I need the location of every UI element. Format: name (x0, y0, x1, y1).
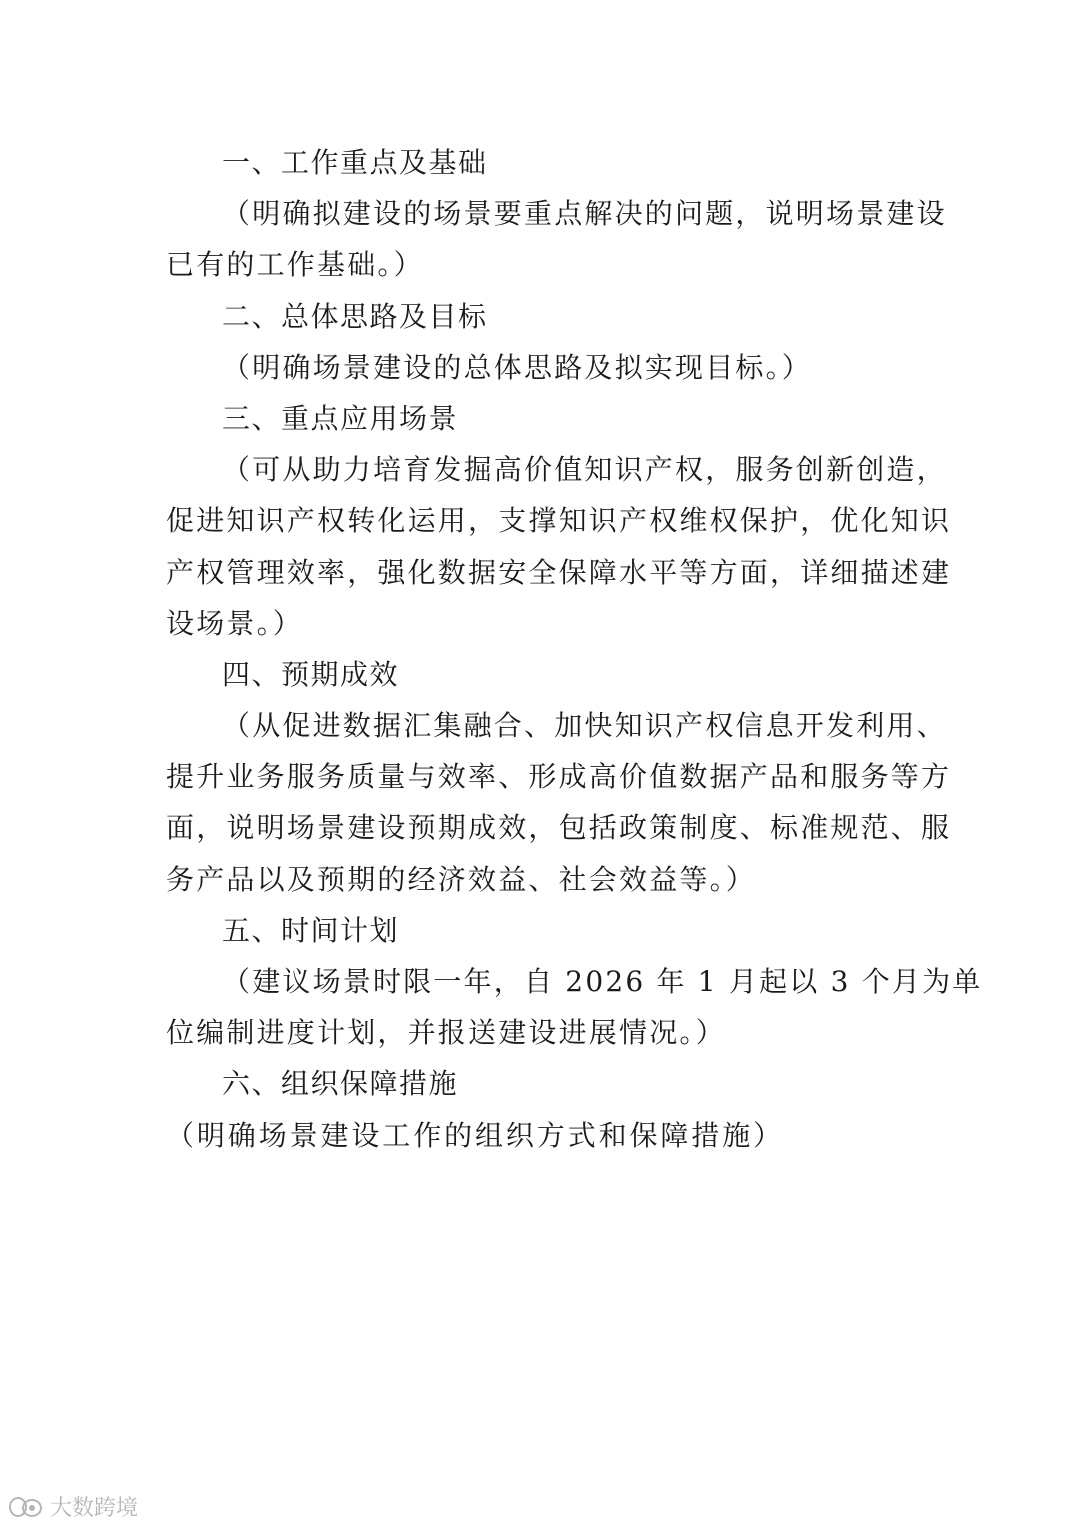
section-heading-1: 一、工作重点及基础 (222, 146, 488, 179)
paragraph-line: 提升业务服务质量与效率、形成高价值数据产品和服务等方 (166, 760, 952, 794)
section-paragraph-1 (166, 188, 947, 290)
section-paragraph-4 (166, 700, 952, 905)
paragraph-line: 务产品以及预期的经济效益、社会效益等。） (166, 862, 757, 896)
paragraph-line: （明确场景建设的总体思路及拟实现目标。） (222, 350, 813, 384)
document-body (166, 137, 983, 1161)
watermark-text: 大数跨境 (50, 1496, 139, 1521)
section-heading-2: 二、总体思路及目标 (222, 299, 488, 333)
paragraph-line: 促进知识产权转化运用，支撑知识产权维权保护，优化知识 (166, 504, 952, 538)
paragraph-line: （明确拟建设的场景要重点解决的问题，说明场景建设 (222, 197, 947, 231)
section-heading-3: 三、重点应用场景 (222, 401, 459, 435)
section-heading-6: 六、组织保障措施 (222, 1067, 459, 1101)
watermark (8, 1491, 138, 1522)
section-heading-4: 四、预期成效 (222, 657, 400, 691)
paragraph-line: （可从助力培育发掘高价值知识产权，服务创新创造， (222, 453, 947, 487)
section-paragraph-5 (166, 956, 983, 1058)
paragraph-line: 产权管理效率，强化数据安全保障水平等方面，详细描述建 (166, 555, 952, 589)
section-paragraph-3 (166, 444, 952, 649)
paragraph-line: （明确场景建设工作的组织方式和保障措施） (166, 1118, 785, 1152)
eye-logo-icon (8, 1494, 44, 1520)
paragraph-line: （从促进数据汇集融合、加快知识产权信息开发利用、 (222, 709, 947, 743)
paragraph-line: 位编制进度计划，并报送建设进展情况。） (166, 1016, 726, 1050)
paragraph-line: 面，说明场景建设预期成效，包括政策制度、标准规范、服 (166, 811, 952, 845)
section-paragraph-2 (166, 342, 918, 393)
paragraph-line: 设场景。） (166, 606, 304, 640)
paragraph-line: （建议场景时限一年，自 2026 年 1 月起以 3 个月为单 (222, 965, 983, 998)
paragraph-line: 已有的工作基础。） (166, 248, 424, 282)
section-heading-5: 五、时间计划 (222, 913, 400, 947)
section-paragraph-6 (166, 1110, 918, 1161)
